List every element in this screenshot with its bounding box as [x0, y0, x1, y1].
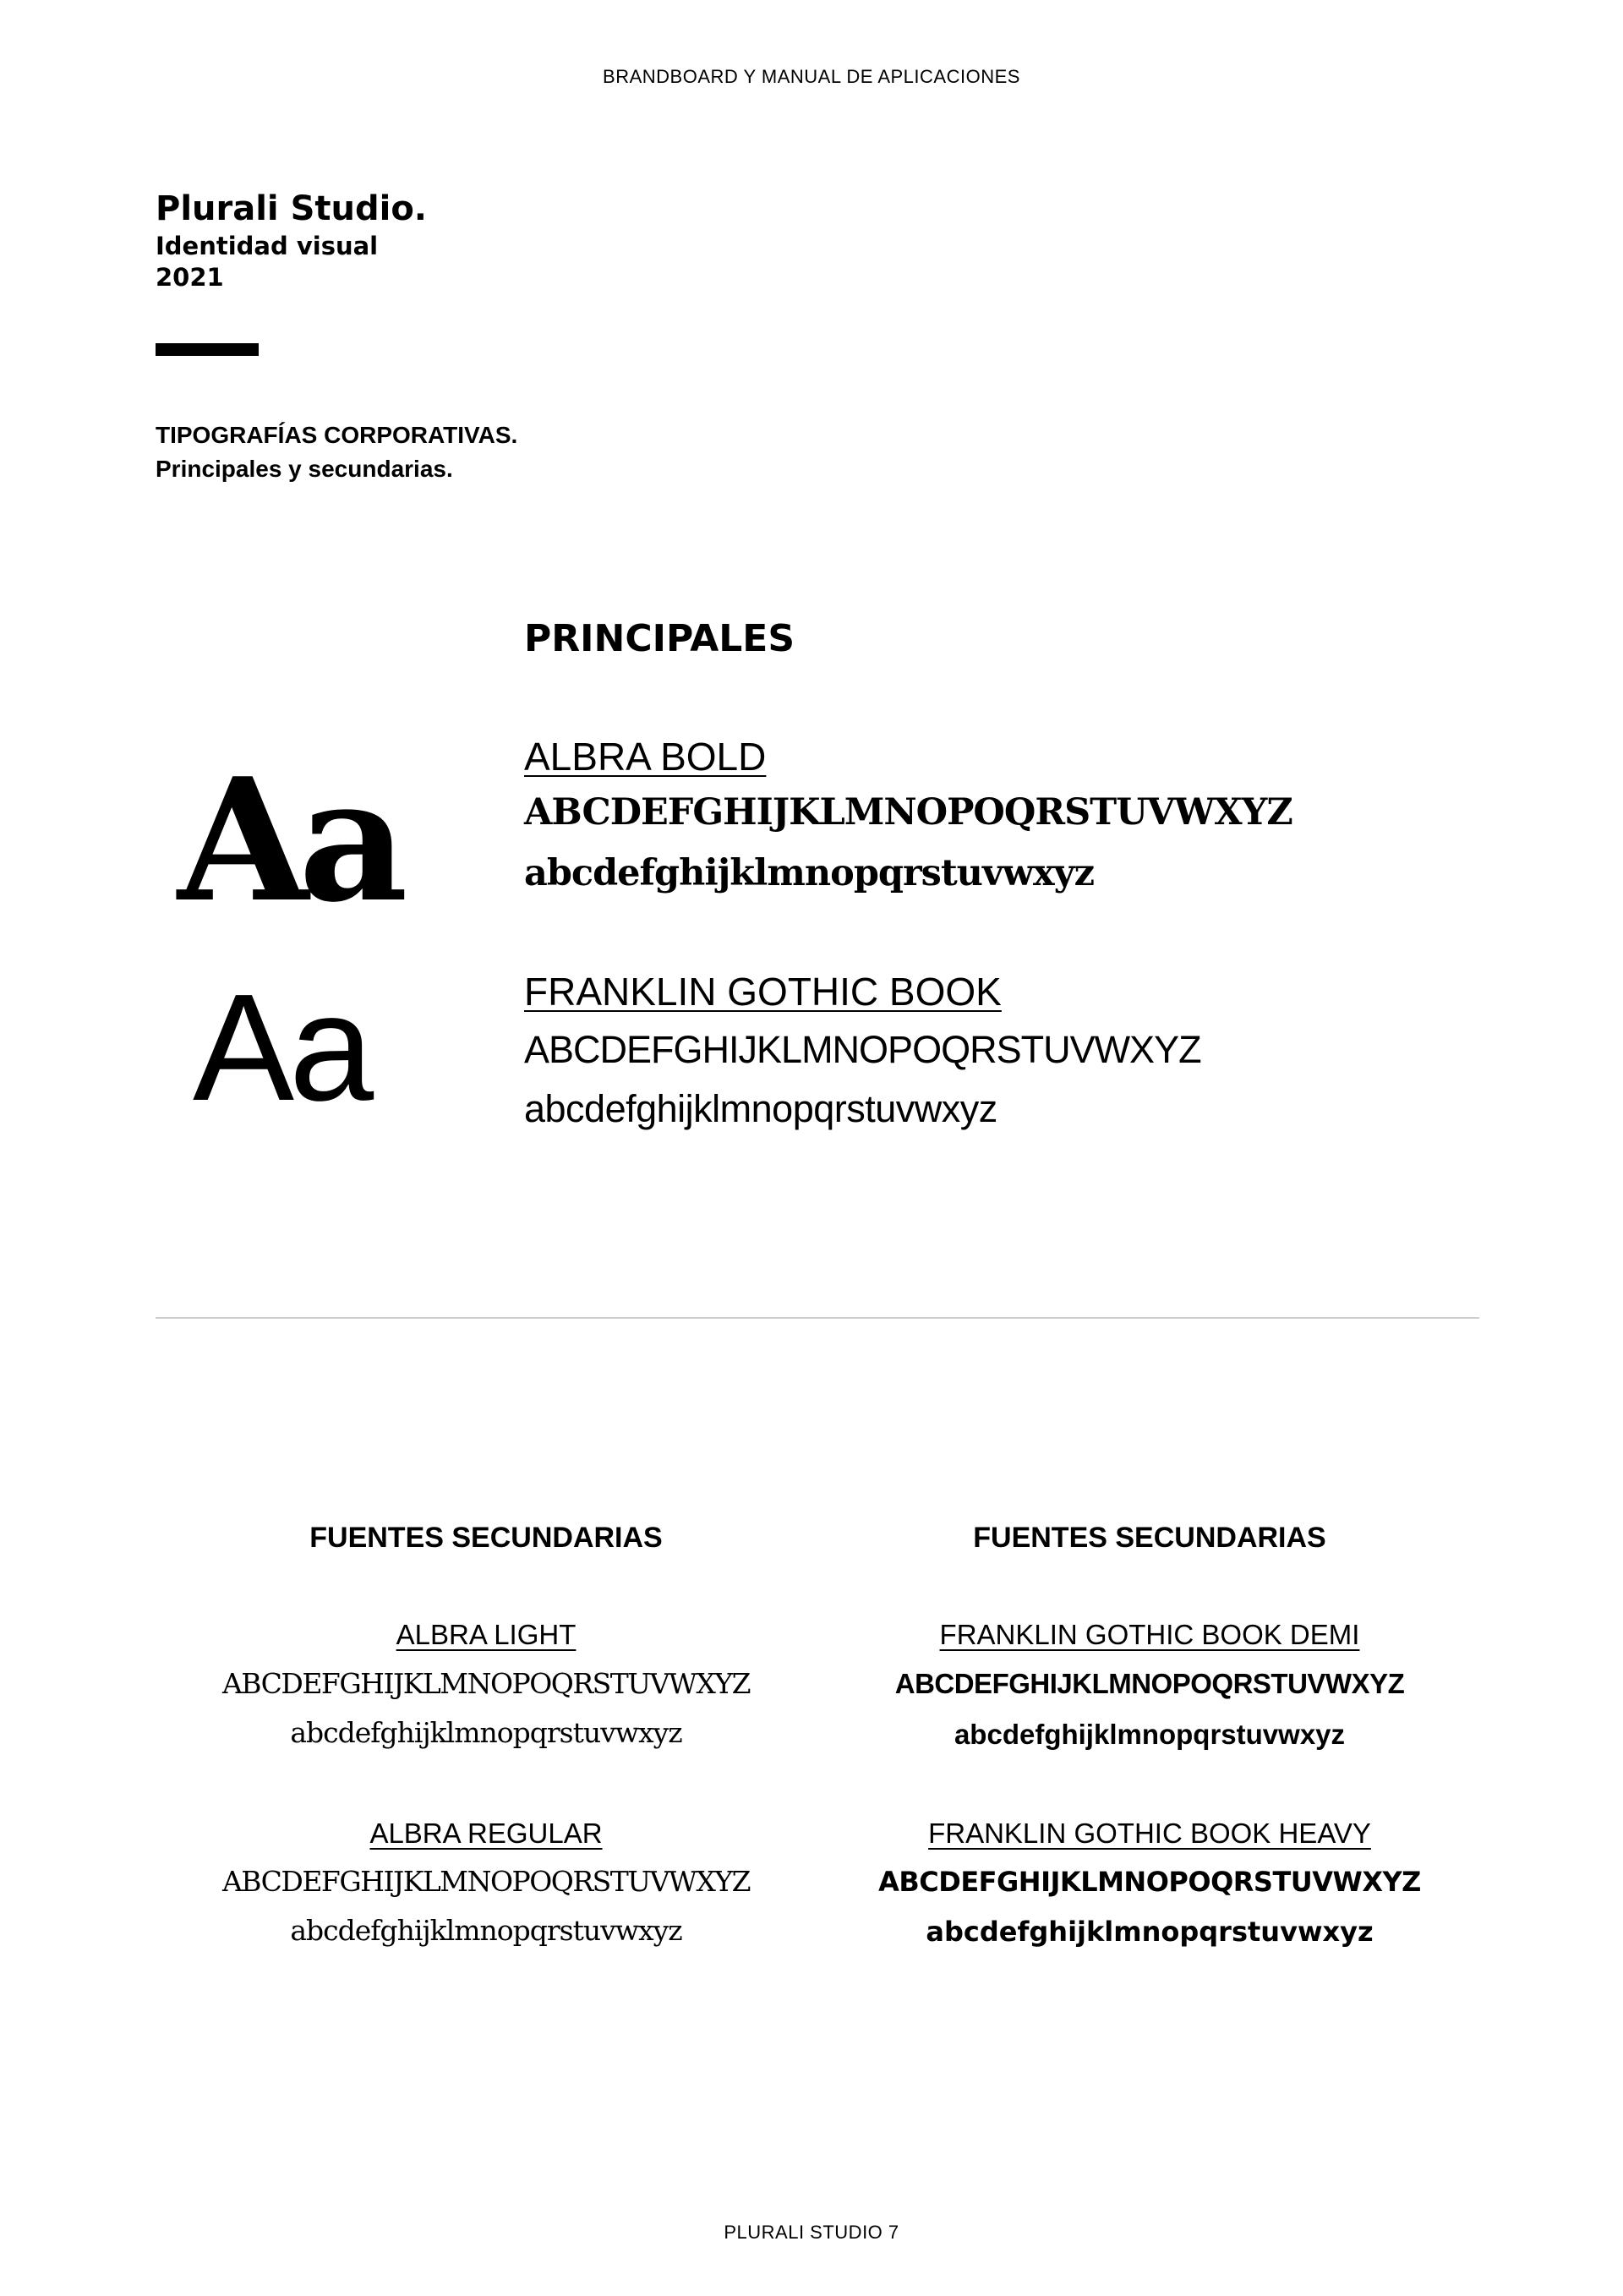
- principales-heading: PRINCIPALES: [524, 617, 795, 660]
- albra-bold-sample: Aa: [178, 741, 398, 940]
- brand-subtitle: Identidad visual: [156, 232, 379, 260]
- section-divider: [156, 1317, 1479, 1319]
- albra-regular-uppercase: ABCDEFGHIJKLMNOPOQRSTUVWXYZ: [221, 1865, 751, 1898]
- albra-bold-uppercase: ABCDEFGHIJKLMNOPOQRSTUVWXYZ: [524, 791, 1292, 834]
- albra-bold-name: ALBRA BOLD: [524, 735, 767, 779]
- franklin-demi-uppercase: ABCDEFGHIJKLMNOPOQRSTUVWXYZ: [894, 1668, 1405, 1699]
- accent-bar: [156, 343, 259, 356]
- franklin-gothic-book-name: FRANKLIN GOTHIC BOOK: [524, 970, 1002, 1014]
- franklin-heavy-uppercase: ABCDEFGHIJKLMNOPOQRSTUVWXYZ: [878, 1866, 1421, 1898]
- secundarias-heading-left: FUENTES SECUNDARIAS: [309, 1522, 663, 1554]
- franklin-gothic-book-sample: Aa: [193, 963, 369, 1133]
- franklin-demi-name: FRANKLIN GOTHIC BOOK DEMI: [939, 1619, 1360, 1650]
- albra-light-uppercase: ABCDEFGHIJKLMNOPOQRSTUVWXYZ: [221, 1667, 751, 1700]
- franklin-heavy-name: FRANKLIN GOTHIC BOOK HEAVY: [928, 1818, 1371, 1849]
- secundarias-heading-right: FUENTES SECUNDARIAS: [973, 1522, 1326, 1554]
- brand-name: Plurali Studio.: [156, 189, 427, 228]
- page-footer: PLURALI STUDIO 7: [724, 2222, 899, 2243]
- franklin-heavy-lowercase: abcdefghijklmnopqrstuvwxyz: [926, 1916, 1374, 1948]
- albra-bold-lowercase: abcdefghijklmnopqrstuvwxyz: [524, 852, 1094, 894]
- section-title: [156, 418, 517, 486]
- albra-light-lowercase: abcdefghijklmnopqrstuvwxyz: [290, 1716, 682, 1749]
- franklin-gothic-book-lowercase: abcdefghijklmnopqrstuvwxyz: [524, 1087, 997, 1130]
- albra-light-name: ALBRA LIGHT: [396, 1619, 577, 1650]
- albra-regular-name: ALBRA REGULAR: [369, 1818, 603, 1849]
- running-header: BRANDBOARD Y MANUAL DE APLICACIONES: [603, 66, 1020, 87]
- franklin-demi-lowercase: abcdefghijklmnopqrstuvwxyz: [954, 1719, 1346, 1750]
- brand-year: 2021: [156, 263, 224, 292]
- section-title-line1: TIPOGRAFÍAS CORPORATIVAS.: [156, 422, 518, 448]
- franklin-gothic-book-uppercase: ABCDEFGHIJKLMNOPOQRSTUVWXYZ: [524, 1028, 1201, 1071]
- albra-regular-lowercase: abcdefghijklmnopqrstuvwxyz: [290, 1914, 682, 1947]
- section-title-line2: Principales y secundarias.: [156, 456, 453, 482]
